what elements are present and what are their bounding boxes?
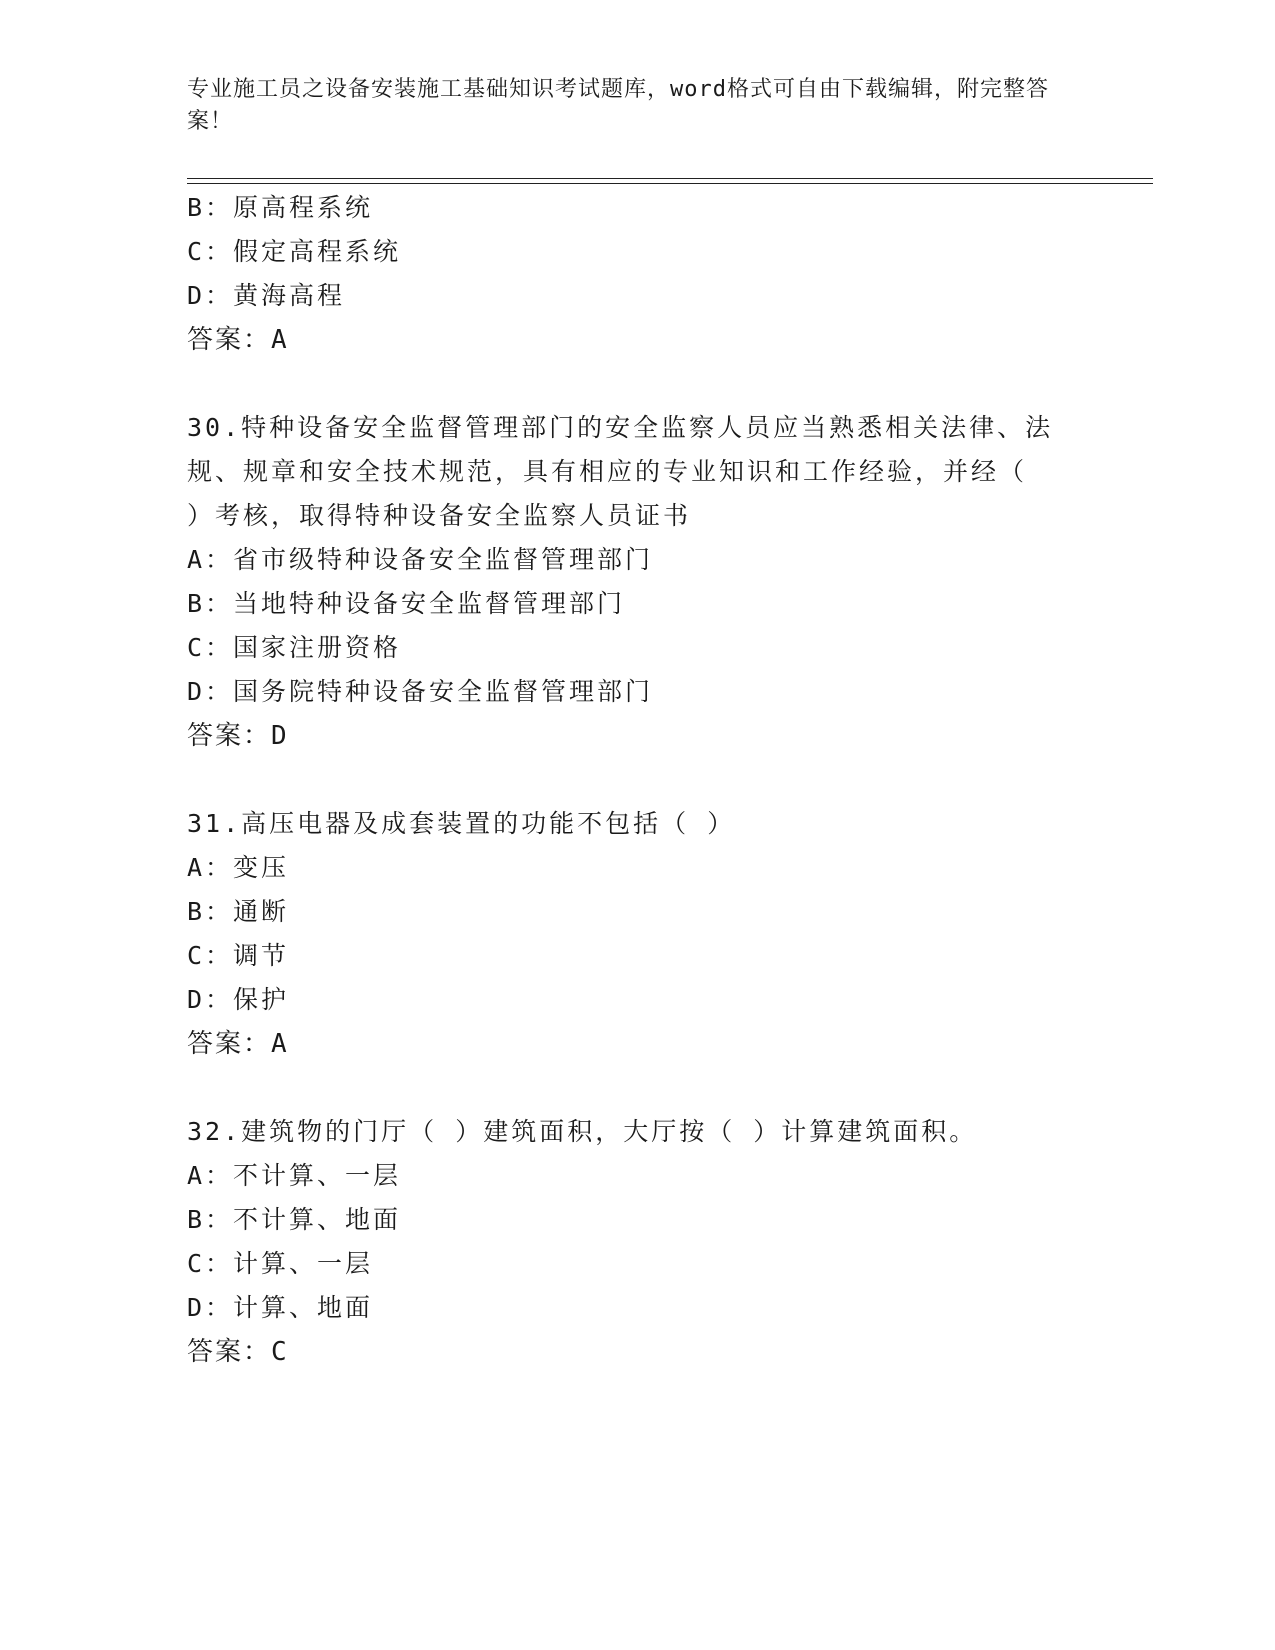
option-line: D：国务院特种设备安全监督管理部门 <box>187 677 654 706</box>
option-line: A：省市级特种设备安全监督管理部门 <box>187 545 654 574</box>
option-line: B：当地特种设备安全监督管理部门 <box>187 589 626 618</box>
option-line: B：不计算、地面 <box>187 1205 402 1234</box>
answer-line: 答案：D <box>187 721 289 751</box>
option-line: B：原高程系统 <box>187 193 374 222</box>
question-stem-line: 32.建筑物的门厅（ ）建筑面积，大厅按（ ）计算建筑面积。 <box>187 1117 978 1146</box>
header-divider-bottom <box>187 183 1153 184</box>
option-line: D：计算、地面 <box>187 1293 374 1322</box>
option-line: D：保护 <box>187 985 290 1014</box>
answer-line: 答案：C <box>187 1337 289 1367</box>
header-divider-top <box>187 178 1153 179</box>
answer-line: 答案：A <box>187 325 289 355</box>
question-stem-line: 31.高压电器及成套装置的功能不包括（ ） <box>187 809 736 838</box>
option-line: A：变压 <box>187 853 290 882</box>
document-header: 专业施工员之设备安装施工基础知识考试题库，word格式可自由下载编辑，附完整答案！ <box>187 77 1049 134</box>
question-stem-line: ）考核，取得特种设备安全监察人员证书 <box>187 501 692 530</box>
question-stem-line: 规、规章和安全技术规范，具有相应的专业知识和工作经验，并经（ <box>187 457 1028 486</box>
option-line: C：计算、一层 <box>187 1249 374 1278</box>
option-line: D：黄海高程 <box>187 281 346 310</box>
option-line: C：假定高程系统 <box>187 237 402 266</box>
option-line: A：不计算、一层 <box>187 1161 402 1190</box>
option-line: B：通断 <box>187 897 290 926</box>
question-stem-line: 30.特种设备安全监督管理部门的安全监察人员应当熟悉相关法律、法 <box>187 413 1054 442</box>
answer-line: 答案：A <box>187 1029 289 1059</box>
option-line: C：调节 <box>187 941 290 970</box>
option-line: C：国家注册资格 <box>187 633 402 662</box>
